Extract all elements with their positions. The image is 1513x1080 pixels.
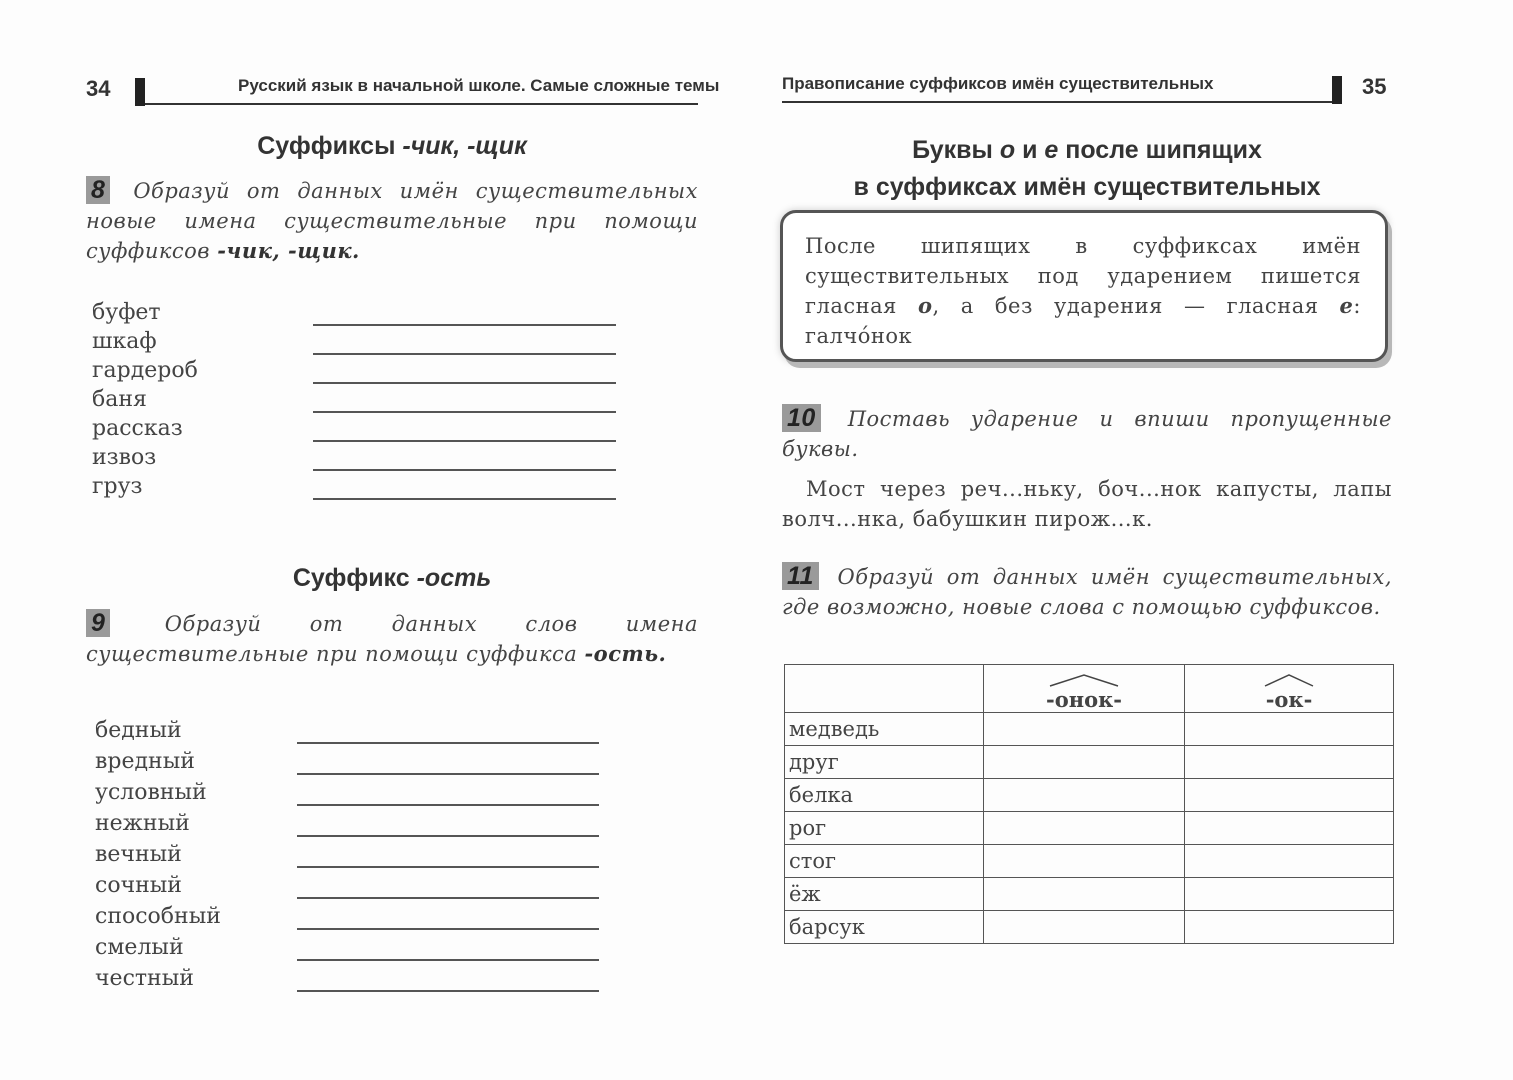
task9-word: вредный [95,749,195,774]
task-10-sentence: Мост через реч...ньку, боч...нок капусты, лапы волч...нка, бабушкин пирож...к. [782,477,1392,531]
suffix-table [784,664,1394,944]
table-cell-ok[interactable] [1185,878,1394,911]
table-row [785,845,1394,878]
table-row [785,878,1394,911]
table-row-word: рог [785,812,984,845]
section-title-chik-shchik: Суффиксы -чик, -щик [257,132,527,160]
task8-answer-line[interactable] [313,411,616,413]
page-number-left: 34 [86,76,111,101]
task8-answer-line[interactable] [313,440,616,442]
table-cell-ok[interactable] [1185,845,1394,878]
table-row-word: барсук [785,911,984,944]
table-cell-ok[interactable] [1185,746,1394,779]
task8-word: шкаф [92,329,157,354]
suffix-arc-icon [1263,673,1315,687]
task8-word: гардероб [92,358,198,383]
task9-word: честный [95,966,194,991]
task8-word: баня [92,387,147,412]
task8-word: буфет [92,300,161,325]
table-cell-ok[interactable] [1185,812,1394,845]
table-row-word: друг [785,746,984,779]
task9-answer-line[interactable] [297,742,599,744]
task-8: 8 Образуй от данных имён существительных новые имена существительные при помощи суффиксов -чик, -щик. [86,176,698,263]
header-marker-left [135,78,145,106]
task-9: 9 Образуй от данных слов имена существительные при помощи суффикса -ость. [86,609,698,666]
table-row-word: белка [785,779,984,812]
task9-answer-line[interactable] [297,897,599,899]
table-cell-onok[interactable] [984,911,1185,944]
suffix-arc-icon [1048,673,1120,687]
task-10: 10 Поставь ударение и впиши пропущенные буквы. [782,404,1392,461]
running-head-right: Правописание суффиксов имён существительных [782,74,1214,93]
table-row [785,911,1394,944]
task9-answer-line[interactable] [297,773,599,775]
table-cell-onok[interactable] [984,779,1185,812]
table-cell-ok[interactable] [1185,911,1394,944]
table-row-word: ёж [785,878,984,911]
table-row [785,779,1394,812]
task9-word: условный [95,780,207,805]
task-number-8: 8 [86,176,110,204]
table-cell-onok[interactable] [984,713,1185,746]
task9-answer-line[interactable] [297,866,599,868]
task9-word: сочный [95,873,182,898]
task8-word: груз [92,474,143,499]
task9-answer-line[interactable] [297,990,599,992]
table-row-word: медведь [785,713,984,746]
task9-word: бедный [95,718,182,743]
table-cell-ok[interactable] [1185,779,1394,812]
task8-word: извоз [92,445,157,470]
task-number-11: 11 [782,562,819,590]
table-row [785,812,1394,845]
task8-answer-line[interactable] [313,324,616,326]
task8-answer-line[interactable] [313,469,616,471]
rule-text: После шипящих в суффиксах имён существительных под ударением пишется гласная о, а без ударения — гласная е: галчо́нок [805,234,1361,348]
task8-word: рассказ [92,416,183,441]
table-header-ok: -ок- [1185,665,1394,713]
task9-answer-line[interactable] [297,804,599,806]
table-cell-onok[interactable] [984,746,1185,779]
header-rule-left [145,103,698,105]
task-number-10: 10 [782,404,821,432]
rule-example: галчо́нок [805,324,913,348]
table-cell-onok[interactable] [984,878,1185,911]
table-row [785,713,1394,746]
header-marker-right [1332,76,1342,104]
task9-answer-line[interactable] [297,928,599,930]
task9-word: смелый [95,935,184,960]
page-number-right: 35 [1362,74,1387,99]
running-head-left: Русский язык в начальной школе. Самые сложные темы [238,76,720,95]
header-rule-right [782,101,1334,103]
task-number-9: 9 [86,609,110,637]
task9-word: нежный [95,811,190,836]
task9-answer-line[interactable] [297,835,599,837]
task9-word: вечный [95,842,182,867]
rule-box [780,210,1388,362]
task8-answer-line[interactable] [313,353,616,355]
task9-answer-line[interactable] [297,959,599,961]
section-title-ost: Суффикс -ость [292,564,492,592]
table-header-empty [785,665,984,713]
table-cell-ok[interactable] [1185,713,1394,746]
table-header-onok: -онок- [984,665,1185,713]
task8-answer-line[interactable] [313,382,616,384]
task9-word: способный [95,904,221,929]
table-row [785,746,1394,779]
task8-answer-line[interactable] [313,498,616,500]
task-11: 11 Образуй от данных имён существительных, где возможно, новые слова с помощью суффиксов. [782,562,1392,619]
table-cell-onok[interactable] [984,845,1185,878]
table-row-word: стог [785,845,984,878]
section-title-o-e: Буквы о и е после шипящих в суффиксах имён существительных [853,136,1321,201]
table-cell-onok[interactable] [984,812,1185,845]
